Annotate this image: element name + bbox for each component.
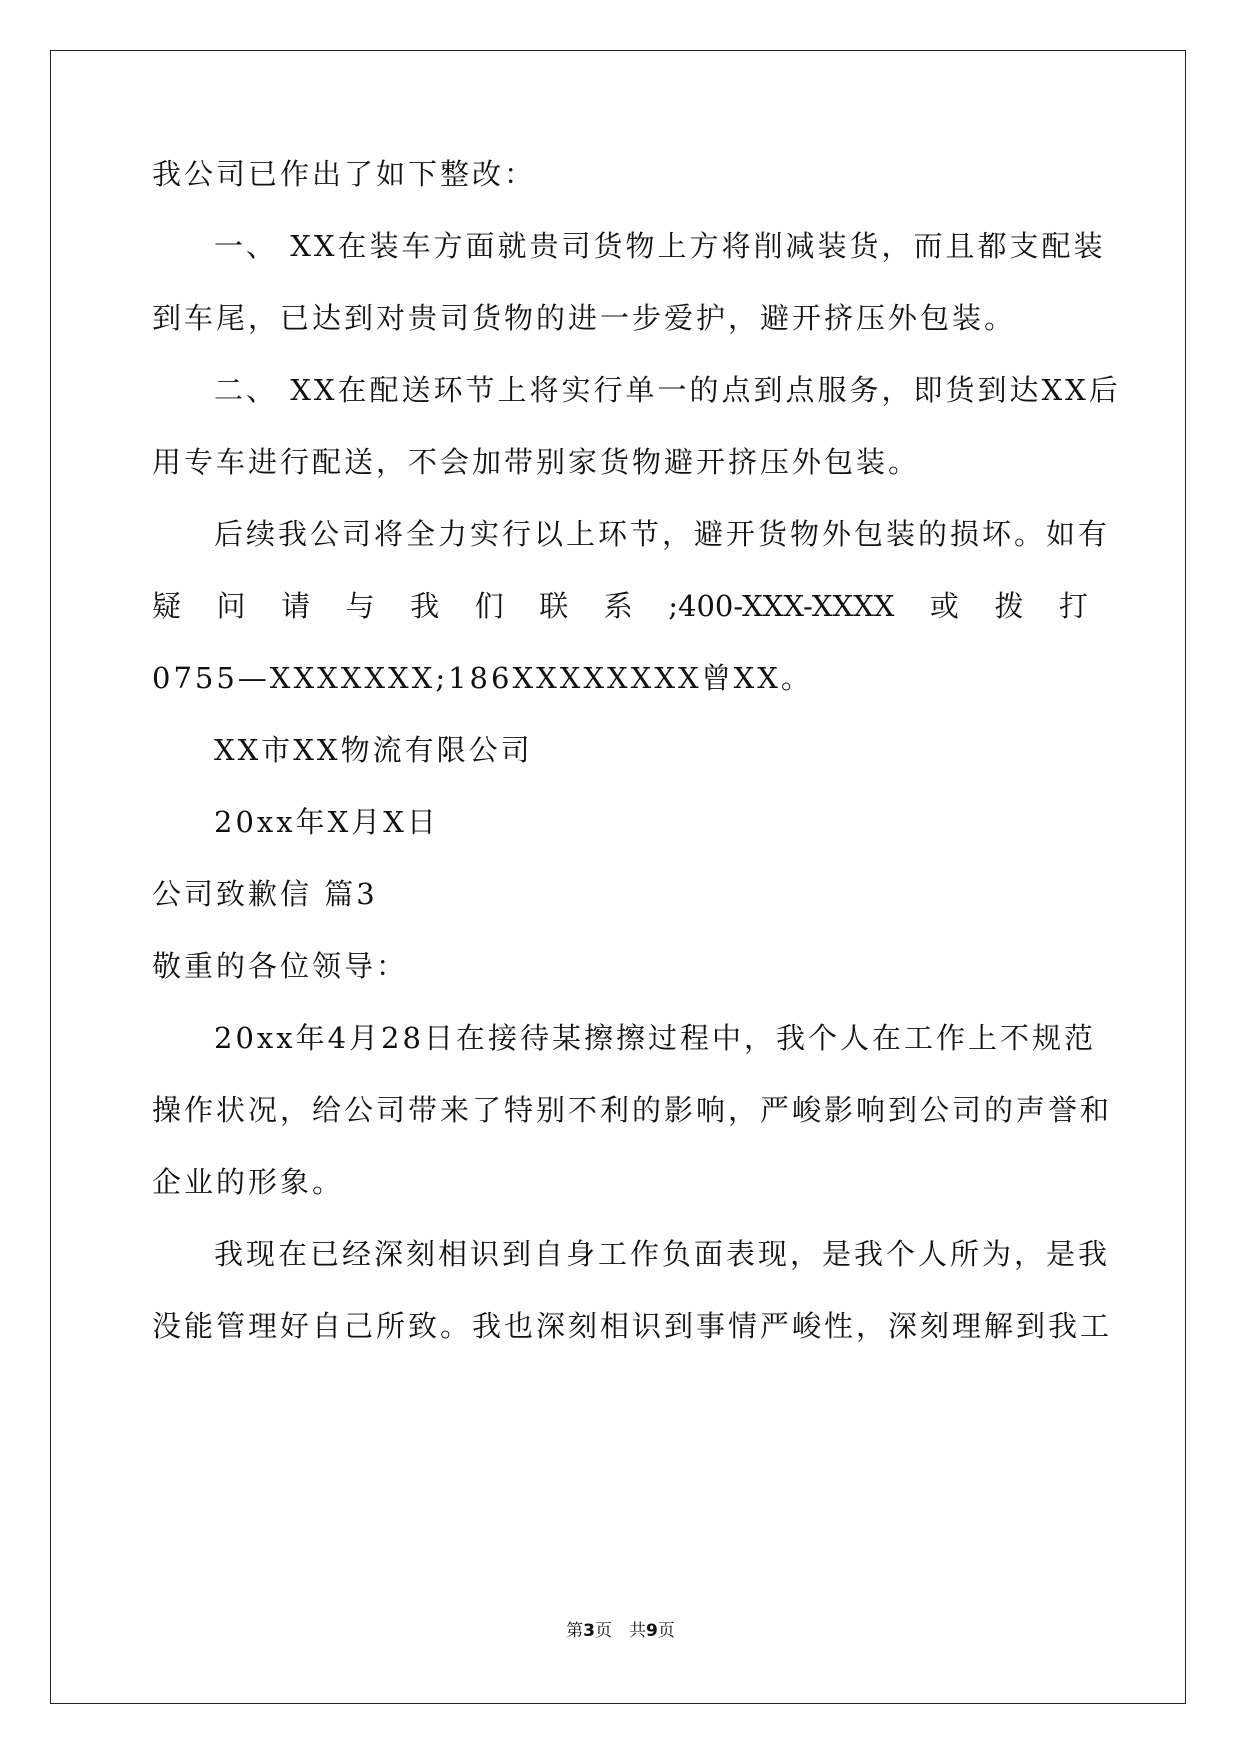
spread-token: 我 (410, 589, 440, 623)
salutation: 敬重的各位领导： (152, 949, 409, 983)
spread-token: 打 (1058, 589, 1088, 623)
paragraph-line: 一、 XX在装车方面就贵司货物上方将削减装货，而且都支配装 (214, 229, 1106, 263)
paragraph-line: 企业的形象。 (152, 1165, 345, 1199)
page-current: 3 (583, 1621, 595, 1641)
company-name: XX市XX物流有限公司 (214, 733, 533, 767)
paragraph-line: 没能管理好自己所致。我也深刻相识到事情严峻性，深刻理解到我工 (152, 1309, 1113, 1343)
spread-token: 联 (539, 589, 569, 623)
paragraph-line: 二、 XX在配送环节上将实行单一的点到点服务，即货到达XX后 (214, 373, 1121, 407)
spread-token: 问 (216, 589, 246, 623)
paragraph-line: 用专车进行配送，不会加带别家货物避开挤压外包装。 (152, 445, 921, 479)
spread-token: 拨 (994, 589, 1024, 623)
paragraph-line: 后续我公司将全力实行以上环节，避开货物外包装的损坏。如有 (214, 517, 1111, 551)
spread-token: 疑 (152, 589, 182, 623)
paragraph-line: 20xx年4月28日在接待某擦擦过程中，我个人在工作上不规范 (214, 1021, 1096, 1055)
page-prefix: 第 (566, 1621, 584, 1641)
page-mid: 页 共 (595, 1621, 646, 1641)
paragraph-line: 0755—XXXXXXX;186XXXXXXXX曾XX。 (152, 661, 813, 695)
paragraph-line: 到车尾，已达到对贵司货物的进一步爱护，避开挤压外包装。 (152, 301, 1017, 335)
paragraph-line: 我公司已作出了如下整改： (152, 157, 537, 191)
page-suffix: 页 (657, 1621, 675, 1641)
paragraph-line: 我现在已经深刻相识到自身工作负面表现，是我个人所为，是我 (214, 1237, 1111, 1271)
spread-token: ;400-XXX-XXXX (668, 589, 895, 623)
paragraph-line: 操作状况，给公司带来了特别不利的影响，严峻影响到公司的声誉和 (152, 1093, 1113, 1127)
section-title: 公司致歉信 篇3 (152, 877, 378, 911)
letter-date: 20xx年X月X日 (214, 805, 439, 839)
spread-token: 与 (345, 589, 375, 623)
page-footer (0, 1616, 1241, 1641)
spread-token: 们 (474, 589, 504, 623)
page-total: 9 (646, 1621, 658, 1641)
spread-token: 系 (603, 589, 633, 623)
spread-token: 或 (929, 589, 959, 623)
spread-token: 请 (281, 589, 311, 623)
spread-line (152, 586, 1088, 626)
